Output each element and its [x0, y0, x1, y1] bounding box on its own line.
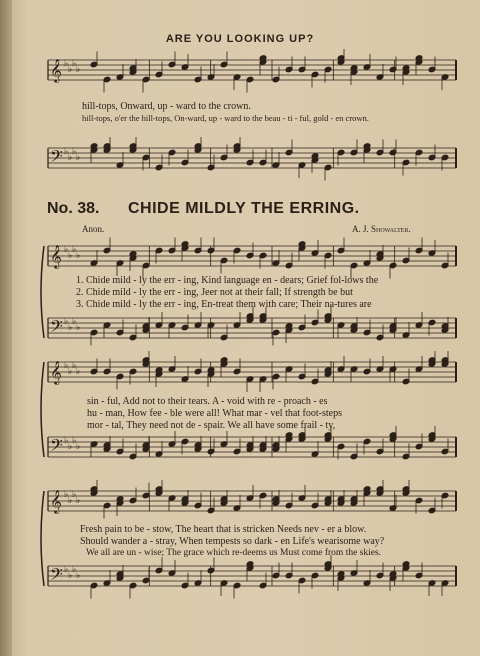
flat-icon: ♭ — [72, 147, 77, 157]
verse-line: sin - ful, Add not to their tears. A - void with re - proach - es — [87, 396, 328, 407]
flat-icon: ♭ — [76, 323, 81, 333]
system-brace — [41, 246, 44, 338]
flat-icon: ♭ — [64, 317, 69, 327]
flat-icon: ♭ — [76, 251, 81, 261]
bass-clef-icon: 𝄢 — [50, 146, 63, 170]
flat-icon: ♭ — [64, 59, 69, 69]
verse-line: We all are un - wise; The grace which re-deems us Must come from the skies. — [86, 548, 382, 558]
top-song-title: ARE YOU LOOKING UP? — [165, 33, 315, 45]
treble-clef-icon: 𝄞 — [50, 244, 62, 268]
flat-icon: ♭ — [64, 245, 69, 255]
treble-clef-icon: 𝄞 — [50, 489, 62, 513]
flat-icon: ♭ — [76, 153, 81, 163]
bass-clef-icon: 𝄢 — [50, 564, 63, 588]
flat-icon: ♭ — [72, 490, 77, 500]
system-brace — [41, 362, 44, 457]
flat-icon: ♭ — [68, 571, 73, 581]
flat-icon: ♭ — [76, 442, 81, 452]
flat-icon: ♭ — [72, 436, 77, 446]
top-lyric-line-2: hill-tops, o'er the hill-tops, On-ward, up - ward to the beau - ti - ful, gold - en crown. — [82, 113, 369, 123]
system-brace — [41, 491, 44, 586]
top-lyric-line-1: hill-tops, Onward, up - ward to the crown. — [82, 101, 251, 112]
flat-icon: ♭ — [76, 571, 81, 581]
hymn-title: CHIDE MILDLY THE ERRING. — [128, 200, 360, 217]
verse-line: Should wander a - stray, When tempests so dark - en Life's wearisome way? — [80, 536, 385, 547]
flat-icon: ♭ — [72, 317, 77, 327]
bass-clef-icon: 𝄢 — [50, 435, 63, 459]
bass-clef-icon: 𝄢 — [50, 316, 63, 340]
flat-icon: ♭ — [72, 361, 77, 371]
verse-line: Fresh pain to be - stow, The heart that is stricken Needs nev - er a blow. — [80, 524, 367, 535]
flat-icon: ♭ — [64, 361, 69, 371]
flat-icon: ♭ — [76, 367, 81, 377]
flat-icon: ♭ — [68, 65, 73, 75]
flat-icon: ♭ — [68, 496, 73, 506]
flat-icon: ♭ — [72, 245, 77, 255]
verse-line: hu - man, How fee - ble were all! What mar - vel that foot-steps — [87, 408, 342, 419]
treble-clef-icon: 𝄞 — [50, 360, 62, 384]
composer-credit: A. J. Showalter. — [352, 224, 411, 234]
flat-icon: ♭ — [68, 367, 73, 377]
flat-icon: ♭ — [68, 442, 73, 452]
verse-line: 1. Chide mild - ly the err - ing, Kind language en - dears; Grief fol-lows the — [76, 275, 379, 286]
lyricist-credit: Anon. — [82, 224, 105, 234]
flat-icon: ♭ — [72, 565, 77, 575]
flat-icon: ♭ — [72, 59, 77, 69]
verse-line: 2. Chide mild - ly the err - ing, Jeer not at their fall; If strength be but — [76, 287, 353, 298]
flat-icon: ♭ — [68, 153, 73, 163]
flat-icon: ♭ — [76, 65, 81, 75]
hymn-number: No. 38. — [47, 200, 100, 217]
verse-line: 3. Chide mild - ly the err - ing, En-treat them with care; Their na-tures are — [76, 299, 372, 310]
flat-icon: ♭ — [68, 251, 73, 261]
flat-icon: ♭ — [64, 565, 69, 575]
flat-icon: ♭ — [76, 496, 81, 506]
flat-icon: ♭ — [64, 490, 69, 500]
treble-clef-icon: 𝄞 — [50, 58, 62, 82]
flat-icon: ♭ — [64, 436, 69, 446]
verse-line: mor - tal, They need not de - spair. We all have some frail - ty, — [87, 420, 336, 431]
flat-icon: ♭ — [68, 323, 73, 333]
flat-icon: ♭ — [64, 147, 69, 157]
